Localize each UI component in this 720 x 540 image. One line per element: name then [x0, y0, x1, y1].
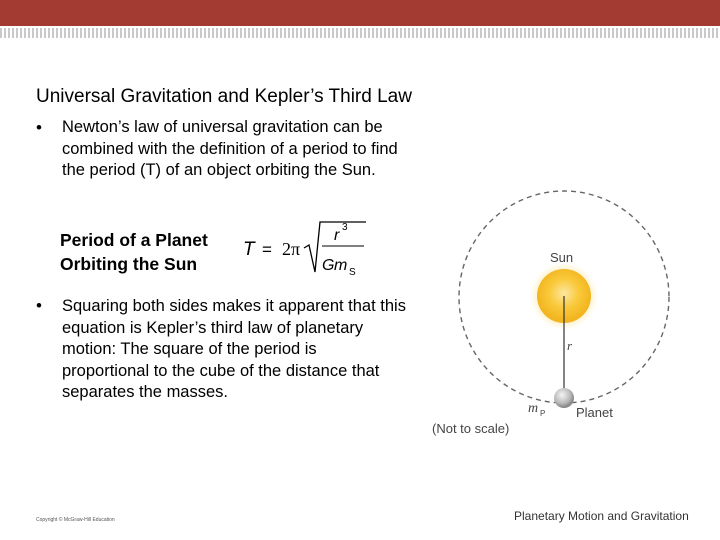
- slide-title: Universal Gravitation and Kepler’s Third Law: [36, 86, 412, 107]
- formula-equals: =: [262, 240, 272, 259]
- footer-title: Planetary Motion and Gravitation: [514, 509, 689, 523]
- formula-denominator-subscript: S: [349, 267, 356, 278]
- bullet-text-1: Newton’s law of universal gravitation can be combined with the definition of a period to find the period (T) of an object orbiting the Sun.: [62, 118, 398, 179]
- bullet-text-2: Squaring both sides makes it apparent that this equation is Kepler’s third law of planetary motion: The square of the period is proportional to the cube of the distance that separates the masses.: [62, 297, 406, 401]
- formula-numerator-exponent: 3: [342, 222, 348, 233]
- header-bar: [0, 0, 720, 26]
- bullet-marker-1: •: [36, 118, 42, 137]
- period-formula: [238, 216, 378, 280]
- planet-label: Planet: [576, 405, 613, 420]
- formula-denominator-g: G: [322, 257, 335, 274]
- planet-icon: [554, 388, 574, 408]
- header-stripe: [0, 28, 720, 38]
- period-label: [60, 228, 235, 276]
- radius-label: r: [567, 338, 573, 353]
- formula-numerator: r: [334, 227, 340, 244]
- formula-denominator-mass: m: [334, 257, 348, 274]
- planet-mass-subscript: P: [540, 409, 546, 418]
- bullet-marker-2: •: [36, 296, 42, 315]
- scale-note: (Not to scale): [432, 421, 510, 436]
- period-label-line-1: Period of a Planet: [60, 230, 208, 250]
- copyright-notice: Copyright © McGraw-Hill Education: [36, 517, 115, 523]
- period-label-line-2: Orbiting the Sun: [60, 254, 198, 274]
- sun-label: Sun: [550, 250, 574, 265]
- orbit-diagram: [420, 182, 710, 442]
- formula-lhs: T: [243, 239, 255, 260]
- planet-mass-label: m: [528, 401, 539, 416]
- formula-coefficient: 2π: [282, 239, 301, 259]
